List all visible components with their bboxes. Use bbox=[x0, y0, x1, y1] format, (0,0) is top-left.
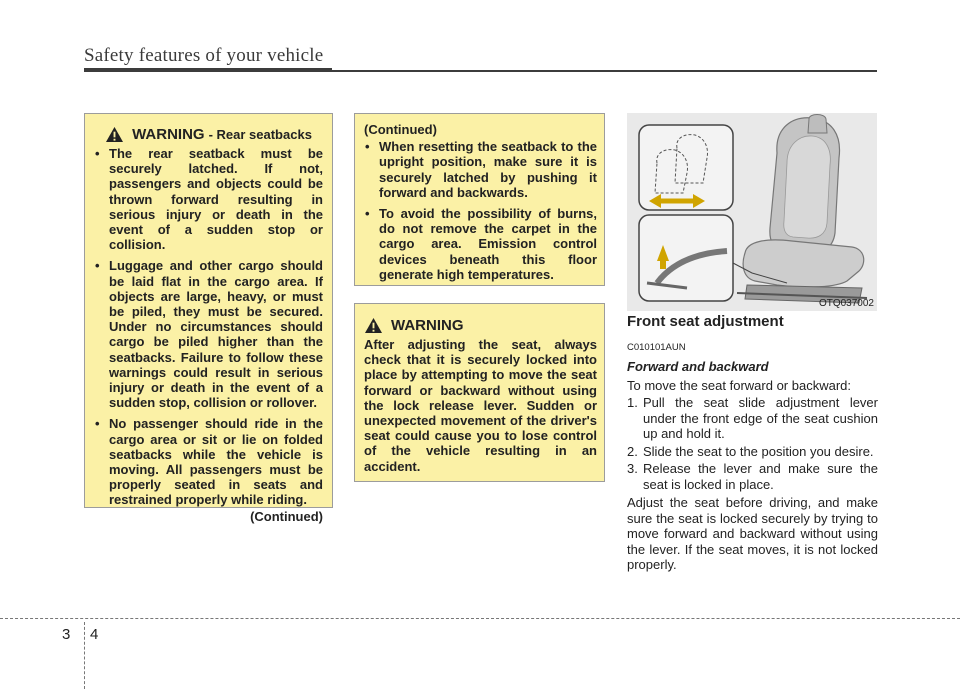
front-seat-section bbox=[627, 314, 878, 573]
step-item bbox=[627, 395, 878, 442]
warning-bullet: • The rear seatback must be securely latched. If not, passengers and objects could be thrown forward resulting in serious injury or death in the event of a sudden stop or collision. bbox=[94, 146, 323, 252]
section-title: Front seat adjustment bbox=[627, 313, 784, 330]
warning-title: WARNING bbox=[391, 316, 464, 334]
header-rule-thick bbox=[84, 68, 332, 72]
warning-triangle-icon bbox=[364, 317, 383, 334]
step-number: 1. bbox=[627, 395, 638, 410]
page-header-title: Safety features of your vehicle bbox=[84, 45, 324, 66]
section-code: C010101AUN bbox=[627, 341, 686, 353]
intro-text: To move the seat forward or backward: bbox=[627, 377, 851, 393]
step-number: 2. bbox=[627, 443, 638, 459]
warning-header bbox=[94, 126, 323, 143]
step-item bbox=[627, 444, 878, 460]
subheading: Forward and backward bbox=[627, 359, 769, 374]
step-list bbox=[627, 395, 878, 492]
chapter-number: 3 bbox=[62, 626, 71, 643]
step-text: Pull the seat slide adjustment lever under the front edge of the seat cushion up and hold it. bbox=[643, 395, 878, 441]
page-index: 4 bbox=[90, 626, 99, 643]
figure-code: OTQ037002 bbox=[818, 298, 874, 309]
step-item bbox=[627, 461, 878, 492]
warning-triangle-icon bbox=[105, 126, 124, 143]
warning-header bbox=[364, 317, 597, 334]
warning-bullet: • No passenger should ride in the cargo area or sit or lie on folded seatbacks while the vehicle is moving. All passengers must be properly seated in seats and restrained properly while riding. bbox=[94, 416, 323, 507]
note-text: Adjust the seat before driving, and make sure the seat is locked securely by trying to move forward and backward without using the lever. If the seat moves, it is not locked properly. bbox=[627, 495, 878, 572]
seat-adjustment-figure bbox=[627, 113, 877, 311]
continued-label: (Continued) bbox=[250, 508, 323, 524]
warning-text: After adjusting the seat, always check that it is securely locked into place by attempting to move the seat forward or backward without using the lock release lever. Sudden or unexpected movement of the driver's seat could cause you to lose control of the vehicle resulting in an accident. bbox=[364, 337, 597, 474]
warning-bullet: • Luggage and other cargo should be laid flat in the cargo area. If objects are large, heavy, or must be piled, they must be secured. Under no circumstances should cargo be piled higher than the seatbacks. Failure to follow these warnings could result in serious injury or death in the event of a sudden stop, collision or rollover. bbox=[94, 258, 323, 410]
step-text: Release the lever and make sure the seat is locked in place. bbox=[643, 461, 878, 492]
warning-bullet-list bbox=[364, 139, 597, 282]
warning-bullet-list bbox=[94, 146, 323, 508]
seat-illustration bbox=[627, 113, 877, 311]
footer-dashed-rule bbox=[0, 618, 960, 619]
warning-bullet: • When resetting the seatback to the upright position, make sure it is securely latched by pushing it forward and backwards. bbox=[364, 139, 597, 200]
step-number: 3. bbox=[627, 461, 638, 476]
warning-box-rear-seatbacks bbox=[84, 113, 333, 524]
warning-bullet: • To avoid the possibility of burns, do not remove the carpet in the cargo area. Emission control devices beneath this floor generate high temperatures. bbox=[364, 206, 597, 282]
warning-box-seat-lock bbox=[354, 303, 605, 482]
footer-dashed-divider bbox=[84, 622, 86, 689]
continued-label: (Continued) bbox=[364, 122, 437, 137]
header-rule-thin bbox=[332, 70, 877, 72]
warning-box-continued bbox=[354, 113, 605, 286]
warning-subtitle: - Rear seatbacks bbox=[208, 126, 312, 142]
step-text: Slide the seat to the position you desire. bbox=[643, 443, 874, 459]
warning-title: WARNING bbox=[132, 125, 205, 143]
